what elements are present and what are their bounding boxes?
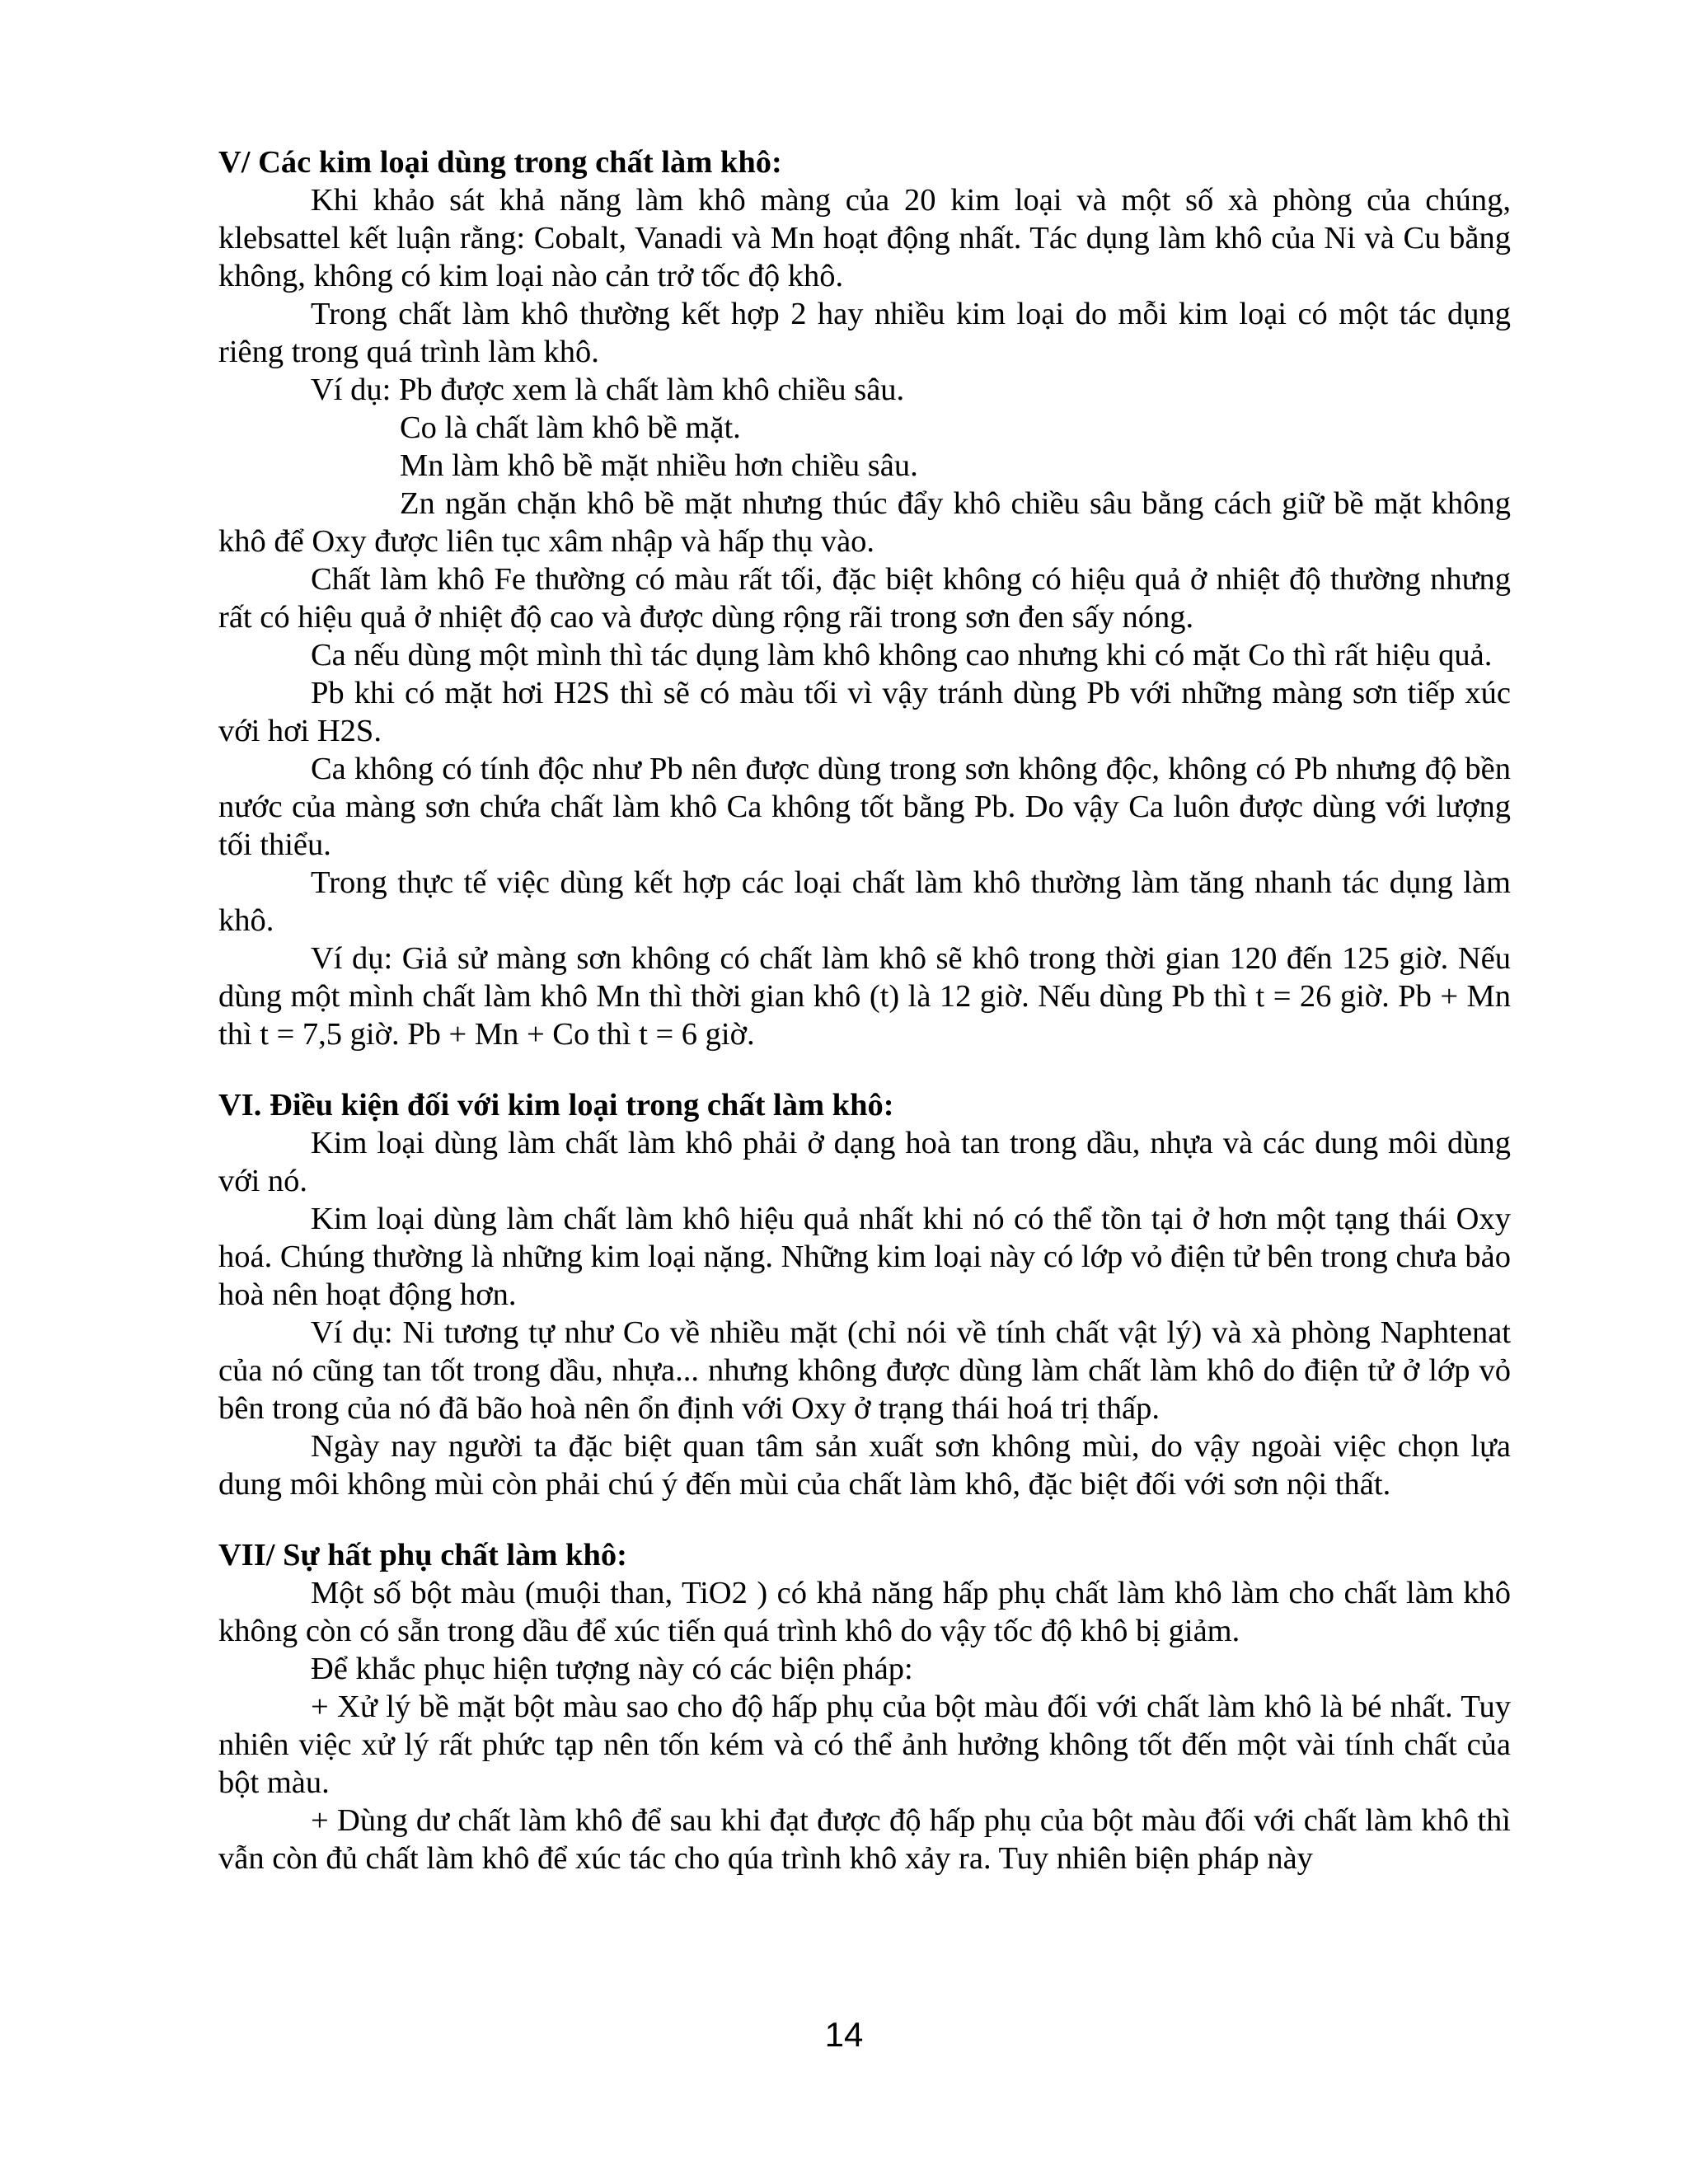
paragraph: + Dùng dư chất làm khô để sau khi đạt được độ hấp phụ của bột màu đối với chất làm khô thì vẫn còn đủ chất làm khô để xúc tác cho qúa trình khô xảy ra. Tuy nhiên biện pháp này: [218, 1803, 1511, 1876]
paragraph: Ca nếu dùng một mình thì tác dụng làm khô không cao nhưng khi có mặt Co thì rất hiệu quả.: [311, 638, 1493, 673]
paragraph: Trong thực tế việc dùng kết hợp các loại chất làm khô thường làm tăng nhanh tác dụng làm khô.: [218, 865, 1511, 938]
paragraph: Kim loại dùng làm chất làm khô hiệu quả nhất khi nó có thể tồn tại ở hơn một tạng thái Oxy hoá. Chúng thường là những kim loại nặng. Những kim loại này có lớp vỏ điện tử bên trong chưa bảo hoà nên hoạt động hơn.: [218, 1202, 1511, 1312]
paragraph: Ngày nay người ta đặc biệt quan tâm sản xuất sơn không mùi, do vậy ngoài việc chọn lựa dung môi không mùi còn phải chú ý đến mùi của chất làm khô, đặc biệt đối với sơn nội thất.: [218, 1429, 1511, 1502]
paragraph: Trong chất làm khô thường kết hợp 2 hay nhiều kim loại do mỗi kim loại có một tác dụng riêng trong quá trình làm khô.: [218, 297, 1511, 369]
paragraph: Ca không có tính độc như Pb nên được dùng trong sơn không độc, không có Pb nhưng độ bền nước của màng sơn chứa chất làm khô Ca không tốt bằng Pb. Do vậy Ca luôn được dùng với lượng tối thiểu.: [218, 752, 1511, 862]
example-line: Zn ngăn chặn khô bề mặt nhưng thúc đẩy khô chiều sâu bằng cách giữ bề mặt không khô để Oxy được liên tục xâm nhập và hấp thụ vào.: [218, 486, 1511, 559]
paragraph: + Xử lý bề mặt bột màu sao cho độ hấp phụ của bột màu đối với chất làm khô là bé nhất. Tuy nhiên việc xử lý rất phức tạp nên tốn kém và có thể ảnh hưởng không tốt đến một vài tính chất của bột màu.: [218, 1690, 1511, 1800]
section-heading: VI. Điều kiện đối với kim loại trong chất làm khô:: [218, 1088, 894, 1122]
section-vii: [218, 1536, 1511, 1877]
section-vi: [218, 1086, 1511, 1503]
paragraph: Kim loại dùng làm chất làm khô phải ở dạng hoà tan trong dầu, nhựa và các dung môi dùng với nó.: [218, 1126, 1511, 1198]
example-line: Co là chất làm khô bề mặt.: [400, 410, 741, 445]
section-heading: VII/ Sự hất phụ chất làm khô:: [218, 1538, 627, 1572]
section-heading: V/ Các kim loại dùng trong chất làm khô:: [218, 145, 782, 180]
example-line: Mn làm khô bề mặt nhiều hơn chiều sâu.: [400, 448, 918, 483]
paragraph: Chất làm khô Fe thường có màu rất tối, đặc biệt không có hiệu quả ở nhiệt độ thường nhưng rất có hiệu quả ở nhiệt độ cao và được dùng rộng rãi trong sơn đen sấy nóng.: [218, 562, 1511, 635]
paragraph: Ví dụ: Giả sử màng sơn không có chất làm khô sẽ khô trong thời gian 120 đến 125 giờ. Nếu dùng một mình chất làm khô Mn thì thời gian khô (t) là 12 giờ. Nếu dùng Pb thì t = 26 giờ. Pb + Mn thì t = 7,5 giờ. Pb + Mn + Co thì t = 6 giờ.: [218, 941, 1511, 1052]
paragraph: Pb khi có mặt hơi H2S thì sẽ có màu tối vì vậy tránh dùng Pb với những màng sơn tiếp xúc với hơi H2S.: [218, 676, 1511, 748]
paragraph: Để khắc phục hiện tượng này có các biện pháp:: [311, 1652, 913, 1686]
paragraph: Một số bột màu (muội than, TiO2 ) có khả năng hấp phụ chất làm khô làm cho chất làm khô không còn có sẵn trong dầu để xúc tiến quá trình khô do vậy tốc độ khô bị giảm.: [218, 1576, 1511, 1648]
page-number: 14: [824, 2015, 864, 2054]
paragraph: Khi khảo sát khả năng làm khô màng của 20 kim loại và một số xà phòng của chúng, klebsattel kết luận rằng: Cobalt, Vanadi và Mn hoạt động nhất. Tác dụng làm khô của Ni và Cu bằng không, không có kim loại nào cản trở tốc độ khô.: [218, 183, 1511, 293]
section-v: [218, 143, 1511, 1053]
paragraph: Ví dụ: Ni tương tự như Co về nhiều mặt (chỉ nói về tính chất vật lý) và xà phòng Naphtenat của nó cũng tan tốt trong dầu, nhựa... nhưng không được dùng làm chất làm khô do điện tử ở lớp vỏ bên trong của nó đã bão hoà nên ổn định với Oxy ở trạng thái hoá trị thấp.: [218, 1315, 1511, 1426]
example-line: Ví dụ: Pb được xem là chất làm khô chiều sâu.: [311, 373, 905, 407]
document-body: [218, 143, 1511, 1877]
